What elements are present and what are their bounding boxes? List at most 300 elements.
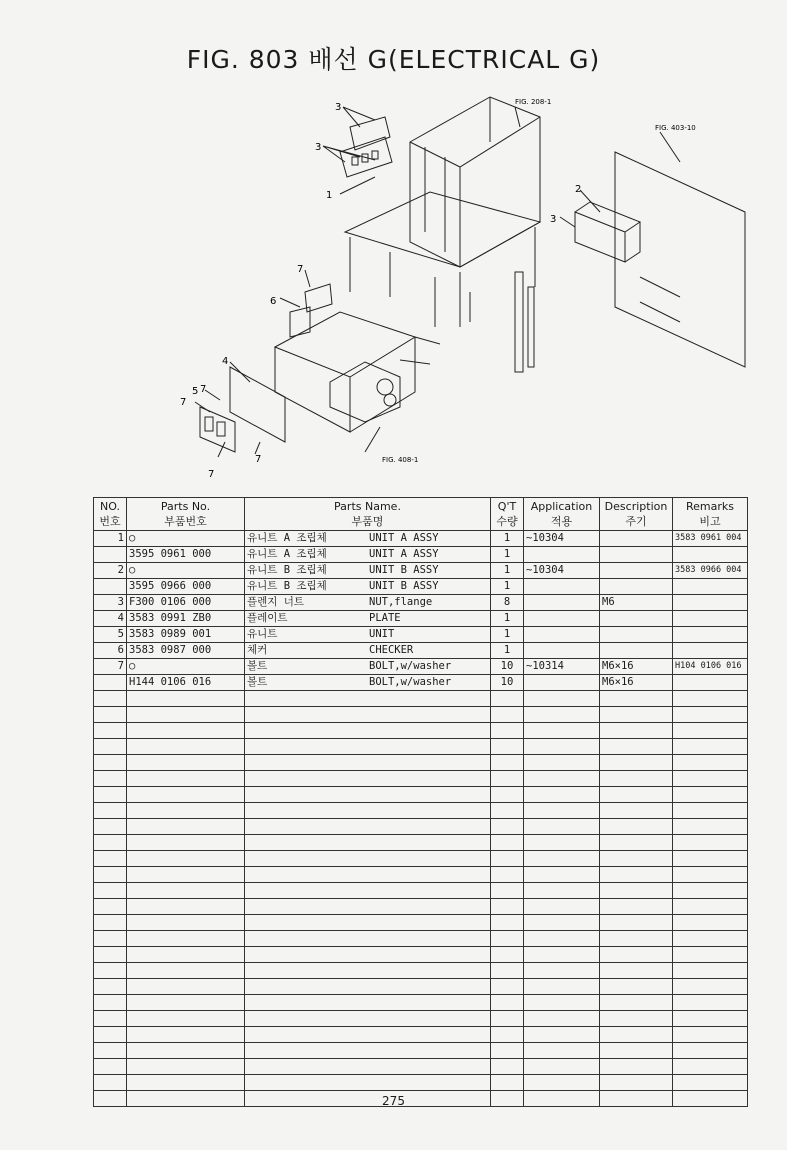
callout-2: 2 — [575, 184, 582, 195]
blank-row — [94, 691, 748, 707]
blank-cell — [524, 771, 600, 787]
blank-cell — [127, 915, 245, 931]
cell-qty: 1 — [491, 643, 524, 659]
blank-cell — [94, 947, 127, 963]
header-parts-no: Parts No. 부품번호 — [127, 498, 245, 531]
callout-5: 5 — [192, 386, 199, 397]
callout-3b: 3 — [315, 142, 322, 153]
blank-cell — [94, 1059, 127, 1075]
blank-cell — [491, 995, 524, 1011]
name-ko: 유니트 A 조립체 — [247, 532, 327, 544]
blank-cell — [524, 963, 600, 979]
name-ko: 유니트 A 조립체 — [247, 548, 327, 560]
blank-cell — [491, 787, 524, 803]
cell-name — [245, 627, 491, 643]
table-row — [94, 643, 748, 659]
blank-cell — [491, 899, 524, 915]
cell-qty: 1 — [491, 547, 524, 563]
callout-7a: 7 — [297, 264, 304, 275]
blank-cell — [524, 883, 600, 899]
blank-cell — [673, 707, 748, 723]
blank-cell — [94, 803, 127, 819]
blank-row — [94, 1043, 748, 1059]
blank-cell — [245, 1043, 491, 1059]
blank-cell — [491, 963, 524, 979]
name-ko: 유니트 B 조립체 — [247, 564, 327, 576]
table-row — [94, 675, 748, 691]
cell-desc — [600, 563, 673, 579]
blank-cell — [127, 691, 245, 707]
cell-desc — [600, 531, 673, 547]
blank-cell — [245, 803, 491, 819]
blank-row — [94, 723, 748, 739]
blank-cell — [524, 1027, 600, 1043]
cell-qty: 1 — [491, 531, 524, 547]
blank-cell — [491, 1059, 524, 1075]
blank-row — [94, 1011, 748, 1027]
name-ko: 플렌지 너트 — [247, 596, 305, 608]
cell-no: 7 — [94, 659, 127, 675]
blank-cell — [600, 947, 673, 963]
blank-row — [94, 1027, 748, 1043]
blank-cell — [245, 835, 491, 851]
blank-cell — [245, 1011, 491, 1027]
blank-cell — [245, 691, 491, 707]
name-ko: 볼트 — [247, 660, 268, 672]
cell-name — [245, 675, 491, 691]
blank-cell — [600, 915, 673, 931]
cell-name — [245, 579, 491, 595]
cell-app — [524, 627, 600, 643]
blank-cell — [524, 899, 600, 915]
blank-row — [94, 739, 748, 755]
fig-ref-208-1: FIG. 208-1 — [515, 98, 552, 106]
blank-cell — [600, 1043, 673, 1059]
blank-cell — [491, 803, 524, 819]
table-row — [94, 627, 748, 643]
page-number: 275 — [382, 1094, 405, 1108]
blank-cell — [600, 963, 673, 979]
blank-cell — [94, 899, 127, 915]
blank-cell — [491, 931, 524, 947]
fig-ref-403-10: FIG. 403-10 — [655, 124, 696, 132]
cell-rem — [673, 627, 748, 643]
blank-cell — [127, 1027, 245, 1043]
blank-cell — [673, 819, 748, 835]
blank-cell — [600, 851, 673, 867]
blank-cell — [600, 931, 673, 947]
blank-cell — [524, 979, 600, 995]
blank-cell — [673, 787, 748, 803]
blank-cell — [600, 787, 673, 803]
blank-cell — [127, 979, 245, 995]
blank-cell — [491, 771, 524, 787]
blank-cell — [94, 883, 127, 899]
cell-part: 3583 0987 000 — [127, 643, 245, 659]
cell-rem — [673, 611, 748, 627]
blank-cell — [94, 915, 127, 931]
blank-cell — [524, 707, 600, 723]
blank-cell — [600, 867, 673, 883]
blank-cell — [245, 1075, 491, 1091]
blank-cell — [127, 995, 245, 1011]
callout-7d: 7 — [255, 454, 262, 465]
blank-row — [94, 867, 748, 883]
blank-cell — [94, 1027, 127, 1043]
blank-cell — [673, 723, 748, 739]
blank-cell — [94, 963, 127, 979]
cell-qty: 1 — [491, 611, 524, 627]
cell-qty: 10 — [491, 659, 524, 675]
blank-cell — [127, 899, 245, 915]
blank-cell — [524, 995, 600, 1011]
cell-desc — [600, 611, 673, 627]
blank-cell — [600, 771, 673, 787]
name-en: UNIT B ASSY — [369, 580, 439, 592]
cell-rem: 3583 0961 004 — [673, 531, 748, 547]
blank-cell — [673, 979, 748, 995]
cell-name — [245, 659, 491, 675]
blank-cell — [524, 851, 600, 867]
header-parts-name: Parts Name. 부품명 — [245, 498, 491, 531]
cell-no: 3 — [94, 595, 127, 611]
cell-desc: M6 — [600, 595, 673, 611]
blank-cell — [673, 691, 748, 707]
blank-cell — [245, 931, 491, 947]
table-row — [94, 579, 748, 595]
blank-cell — [94, 755, 127, 771]
cell-name — [245, 611, 491, 627]
blank-row — [94, 771, 748, 787]
blank-cell — [491, 707, 524, 723]
cell-desc — [600, 643, 673, 659]
callout-7e: 7 — [208, 469, 215, 480]
cell-app: ~10304 — [524, 531, 600, 547]
blank-cell — [673, 851, 748, 867]
blank-cell — [94, 1075, 127, 1091]
blank-cell — [524, 1043, 600, 1059]
fig-ref-408-1: FIG. 408-1 — [382, 456, 419, 464]
blank-cell — [673, 931, 748, 947]
cell-no: 1 — [94, 531, 127, 547]
blank-cell — [127, 883, 245, 899]
cell-part: F300 0106 000 — [127, 595, 245, 611]
blank-cell — [245, 739, 491, 755]
blank-cell — [600, 995, 673, 1011]
name-ko: 유니트 B 조립체 — [247, 580, 327, 592]
blank-cell — [245, 819, 491, 835]
blank-cell — [491, 819, 524, 835]
blank-cell — [245, 1059, 491, 1075]
blank-cell — [491, 739, 524, 755]
header-remarks: Remarks 비고 — [673, 498, 748, 531]
blank-row — [94, 835, 748, 851]
callout-4: 4 — [222, 356, 229, 367]
blank-row — [94, 899, 748, 915]
blank-cell — [94, 1043, 127, 1059]
blank-cell — [127, 803, 245, 819]
blank-cell — [94, 787, 127, 803]
blank-row — [94, 915, 748, 931]
blank-cell — [524, 1011, 600, 1027]
blank-cell — [524, 755, 600, 771]
blank-cell — [127, 755, 245, 771]
blank-cell — [127, 867, 245, 883]
blank-cell — [673, 739, 748, 755]
blank-cell — [673, 1027, 748, 1043]
blank-cell — [491, 691, 524, 707]
blank-cell — [673, 1075, 748, 1091]
blank-cell — [94, 851, 127, 867]
blank-cell — [491, 947, 524, 963]
cell-qty: 10 — [491, 675, 524, 691]
exploded-diagram — [160, 82, 760, 482]
blank-cell — [94, 1011, 127, 1027]
header-application: Application 적용 — [524, 498, 600, 531]
blank-cell — [127, 771, 245, 787]
blank-cell — [524, 867, 600, 883]
blank-cell — [94, 867, 127, 883]
blank-cell — [524, 835, 600, 851]
cell-name — [245, 643, 491, 659]
name-en: UNIT A ASSY — [369, 548, 439, 560]
blank-row — [94, 995, 748, 1011]
blank-cell — [94, 707, 127, 723]
header-no: NO. 번호 — [94, 498, 127, 531]
name-ko: 볼트 — [247, 676, 268, 688]
parts-table — [93, 497, 748, 1107]
callout-3a: 3 — [335, 102, 342, 113]
blank-cell — [600, 739, 673, 755]
cell-rem — [673, 595, 748, 611]
blank-cell — [524, 787, 600, 803]
name-en: BOLT,w/washer — [369, 660, 452, 672]
cell-app — [524, 643, 600, 659]
blank-cell — [600, 1059, 673, 1075]
table-row — [94, 531, 748, 547]
blank-cell — [491, 755, 524, 771]
cell-app — [524, 579, 600, 595]
blank-cell — [524, 739, 600, 755]
blank-cell — [491, 723, 524, 739]
callout-1: 1 — [326, 190, 333, 201]
blank-cell — [673, 867, 748, 883]
blank-row — [94, 1075, 748, 1091]
blank-cell — [127, 931, 245, 947]
blank-cell — [245, 723, 491, 739]
cell-qty: 1 — [491, 563, 524, 579]
cell-desc — [600, 579, 673, 595]
blank-cell — [673, 899, 748, 915]
cell-part: 3595 0966 000 — [127, 579, 245, 595]
blank-row — [94, 707, 748, 723]
cell-part: ○ — [127, 659, 245, 675]
cell-app — [524, 595, 600, 611]
blank-cell — [673, 1011, 748, 1027]
blank-cell — [673, 803, 748, 819]
blank-row — [94, 931, 748, 947]
cell-part: 3583 0991 ZB0 — [127, 611, 245, 627]
blank-cell — [127, 963, 245, 979]
blank-row — [94, 803, 748, 819]
blank-cell — [673, 771, 748, 787]
callout-7c: 7 — [180, 397, 187, 408]
blank-cell — [600, 979, 673, 995]
table-row — [94, 595, 748, 611]
blank-cell — [524, 819, 600, 835]
name-en: PLATE — [369, 612, 401, 624]
blank-cell — [673, 835, 748, 851]
blank-cell — [245, 915, 491, 931]
blank-row — [94, 963, 748, 979]
table-row — [94, 659, 748, 675]
cell-no: 2 — [94, 563, 127, 579]
blank-cell — [524, 723, 600, 739]
blank-cell — [524, 691, 600, 707]
cell-part: ○ — [127, 563, 245, 579]
blank-cell — [600, 835, 673, 851]
blank-cell — [600, 723, 673, 739]
blank-cell — [491, 851, 524, 867]
blank-cell — [127, 1059, 245, 1075]
blank-cell — [245, 883, 491, 899]
cell-no — [94, 579, 127, 595]
cell-part: 3595 0961 000 — [127, 547, 245, 563]
blank-cell — [600, 819, 673, 835]
cell-qty: 8 — [491, 595, 524, 611]
cell-name — [245, 547, 491, 563]
blank-cell — [245, 707, 491, 723]
name-ko: 유니트 — [247, 628, 278, 640]
cell-rem — [673, 675, 748, 691]
blank-cell — [600, 883, 673, 899]
blank-cell — [491, 1011, 524, 1027]
blank-cell — [127, 1011, 245, 1027]
cell-no — [94, 675, 127, 691]
blank-cell — [245, 995, 491, 1011]
cell-app: ~10314 — [524, 659, 600, 675]
blank-cell — [94, 835, 127, 851]
name-ko: 플레이트 — [247, 612, 288, 624]
blank-cell — [127, 787, 245, 803]
blank-row — [94, 819, 748, 835]
name-en: UNIT — [369, 628, 395, 640]
blank-cell — [491, 1043, 524, 1059]
blank-cell — [94, 771, 127, 787]
blank-cell — [524, 931, 600, 947]
cell-qty: 1 — [491, 579, 524, 595]
cell-rem — [673, 643, 748, 659]
blank-cell — [673, 915, 748, 931]
cell-desc — [600, 547, 673, 563]
blank-cell — [94, 819, 127, 835]
blank-row — [94, 1059, 748, 1075]
cell-rem: 3583 0966 004 — [673, 563, 748, 579]
blank-row — [94, 851, 748, 867]
blank-row — [94, 979, 748, 995]
blank-cell — [127, 1043, 245, 1059]
blank-cell — [127, 851, 245, 867]
name-en: UNIT A ASSY — [369, 532, 439, 544]
cell-no: 4 — [94, 611, 127, 627]
blank-cell — [491, 1027, 524, 1043]
header-qty: Q'T 수량 — [491, 498, 524, 531]
blank-cell — [673, 1043, 748, 1059]
cell-qty: 1 — [491, 627, 524, 643]
callout-3c: 3 — [550, 214, 557, 225]
parts-table-body — [94, 531, 748, 1107]
blank-cell — [524, 803, 600, 819]
blank-cell — [94, 979, 127, 995]
cell-part: H144 0106 016 — [127, 675, 245, 691]
cell-app — [524, 547, 600, 563]
blank-cell — [127, 1075, 245, 1091]
table-header-row — [94, 498, 748, 531]
table-row — [94, 547, 748, 563]
blank-cell — [245, 979, 491, 995]
blank-cell — [94, 995, 127, 1011]
blank-cell — [600, 755, 673, 771]
blank-cell — [600, 899, 673, 915]
cell-name — [245, 531, 491, 547]
page-title: FIG. 803 배선 G(ELECTRICAL G) — [186, 45, 601, 74]
blank-cell — [94, 739, 127, 755]
cell-no — [94, 547, 127, 563]
blank-cell — [245, 963, 491, 979]
blank-cell — [524, 1075, 600, 1091]
callout-7b: 7 — [200, 384, 207, 395]
cell-rem — [673, 547, 748, 563]
blank-row — [94, 755, 748, 771]
name-ko: 체커 — [247, 644, 268, 656]
table-row — [94, 563, 748, 579]
cell-desc: M6×16 — [600, 675, 673, 691]
blank-cell — [491, 979, 524, 995]
blank-cell — [245, 947, 491, 963]
blank-cell — [600, 707, 673, 723]
cell-name — [245, 563, 491, 579]
blank-cell — [127, 739, 245, 755]
cell-part: 3583 0989 001 — [127, 627, 245, 643]
name-en: BOLT,w/washer — [369, 676, 452, 688]
cell-part: ○ — [127, 531, 245, 547]
blank-cell — [245, 787, 491, 803]
blank-cell — [600, 1011, 673, 1027]
blank-row — [94, 787, 748, 803]
blank-row — [94, 947, 748, 963]
blank-cell — [94, 931, 127, 947]
blank-cell — [127, 723, 245, 739]
blank-cell — [600, 1027, 673, 1043]
blank-cell — [491, 1075, 524, 1091]
cell-rem — [673, 579, 748, 595]
blank-cell — [245, 899, 491, 915]
blank-cell — [524, 947, 600, 963]
blank-cell — [673, 755, 748, 771]
blank-cell — [491, 915, 524, 931]
blank-cell — [127, 835, 245, 851]
blank-cell — [491, 883, 524, 899]
cell-rem: H104 0106 016 — [673, 659, 748, 675]
blank-cell — [245, 867, 491, 883]
callout-6: 6 — [270, 296, 277, 307]
blank-cell — [673, 883, 748, 899]
cell-desc — [600, 627, 673, 643]
blank-cell — [245, 755, 491, 771]
blank-cell — [245, 851, 491, 867]
blank-cell — [600, 803, 673, 819]
blank-cell — [673, 1059, 748, 1075]
